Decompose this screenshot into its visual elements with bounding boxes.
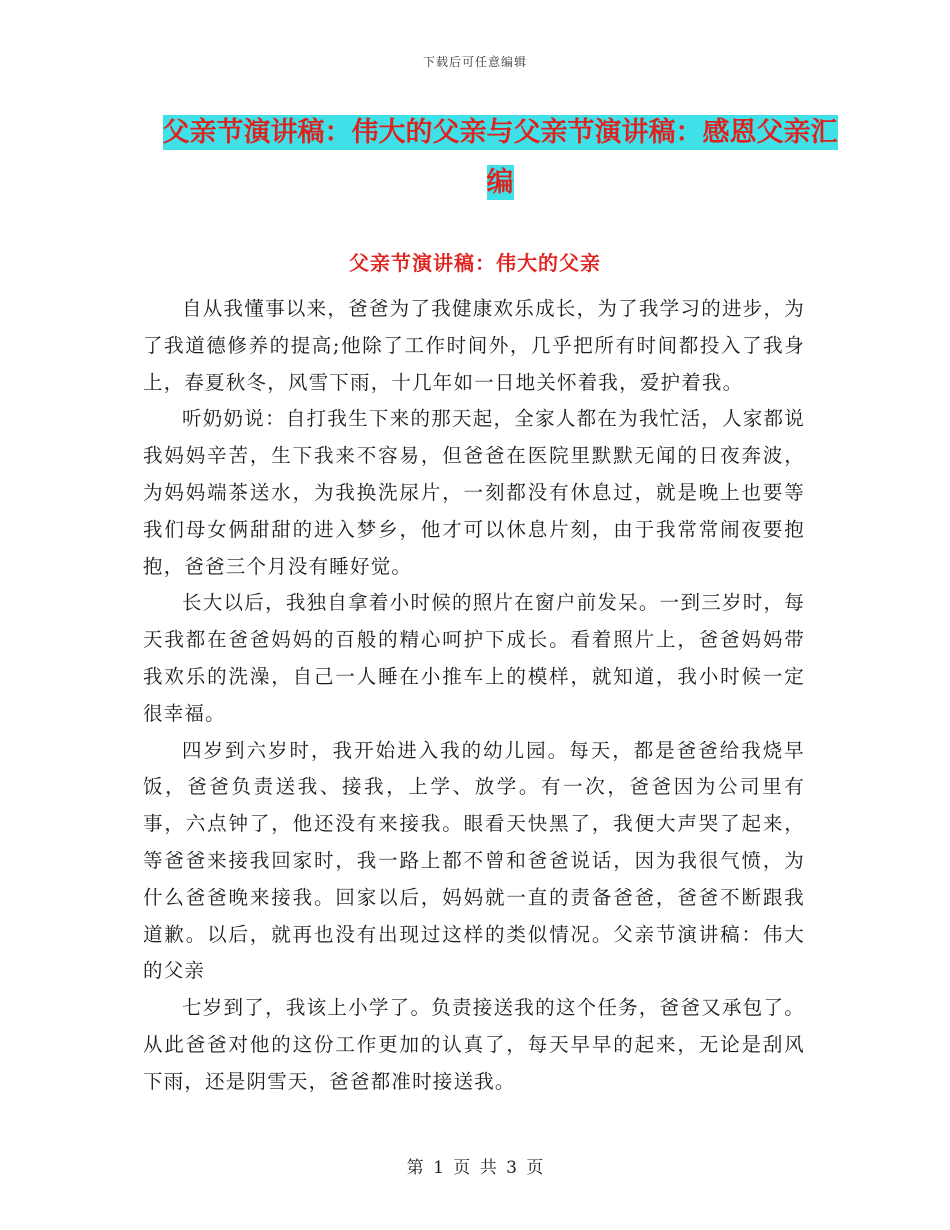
document-title — [150, 108, 850, 208]
paragraph: 七岁到了，我该上小学了。负责接送我的这个任务，爸爸又承包了。从此爸爸对他的这份工作更加的认真了，每天早早的起来，无论是刮风下雨，还是阴雪天，爸爸都准时接送我。 — [143, 996, 805, 1093]
header-note: 下载后可任意编辑 — [422, 55, 527, 69]
section-heading: 父亲节演讲稿：伟大的父亲 — [349, 251, 601, 275]
document-title-text: 父亲节演讲稿：伟大的父亲与父亲节演讲稿：感恩父亲汇编 — [162, 117, 838, 198]
page-footer: 第 1 页 共 3 页 — [406, 1158, 544, 1178]
paragraph: 自从我懂事以来，爸爸为了我健康欢乐成长，为了我学习的进步，为了我道德修养的提高;他除了工作时间外，几乎把所有时间都投入了我身上，春夏秋冬，风雪下雨，十几年如一日地关怀着我，爱护着我。 — [143, 297, 805, 394]
paragraph: 长大以后，我独自拿着小时候的照片在窗户前发呆。一到三岁时，每天我都在爸爸妈妈的百般的精心呵护下成长。看着照片上，爸爸妈妈带我欢乐的洗澡，自己一人睡在小推车上的模样，就知道，我小时候一定很幸福。 — [143, 591, 805, 725]
body-text — [143, 291, 805, 1101]
paragraph: 听奶奶说：自打我生下来的那天起，全家人都在为我忙活，人家都说我妈妈辛苦，生下我来不容易，但爸爸在医院里默默无闻的日夜奔波，为妈妈端茶送水，为我换洗尿片，一刻都没有休息过，就是晚上也要等我们母女俩甜甜的进入梦乡，他才可以休息片刻，由于我常常闹夜要抱抱，爸爸三个月没有睡好觉。 — [143, 407, 805, 578]
paragraph: 四岁到六岁时，我开始进入我的幼儿园。每天，都是爸爸给我烧早饭，爸爸负责送我、接我，上学、放学。有一次，爸爸因为公司里有事，六点钟了，他还没有来接我。眼看天快黑了，我便大声哭了起来，等爸爸来接我回家时，我一路上都不曾和爸爸说话，因为我很气愤，为什么爸爸晚来接我。回家以后，妈妈就一直的责备爸爸，爸爸不断跟我道歉。以后，就再也没有出现过这样的类似情况。父亲节演讲稿：伟大的父亲 — [143, 738, 805, 983]
